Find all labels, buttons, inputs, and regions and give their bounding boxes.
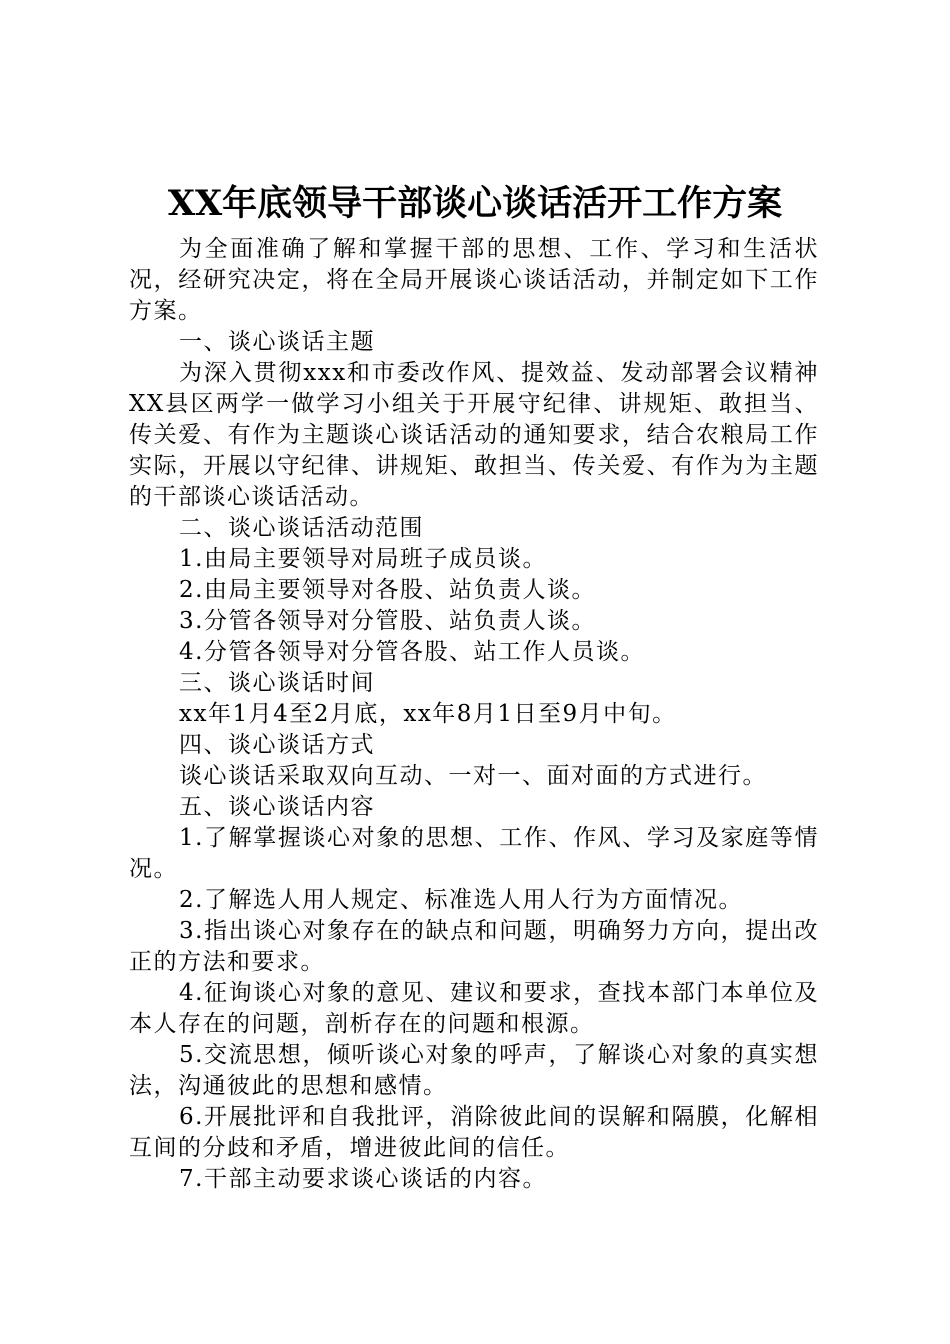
section-heading-method: 四、谈心谈话方式 [179, 732, 375, 758]
scope-item-3: 3.分管各领导对分管股、站负责人谈。 [179, 608, 596, 634]
content-item-6: 6.开展批评和自我批评，消除彼此间的误解和隔膜，化解相互间的分歧和矛盾，增进彼此间的信任。 [129, 1104, 819, 1161]
document-title: XX年底领导干部谈心谈话活开工作方案 [167, 183, 783, 224]
content-item-4: 4.征询谈心对象的意见、建议和要求，查找本部门本单位及本人存在的问题，剖析存在的问题和根源。 [129, 980, 819, 1037]
scope-item-4: 4.分管各领导对分管各股、站工作人员谈。 [179, 639, 645, 665]
content-item-5: 5.交流思想，倾听谈心对象的呼声，了解谈心对象的真实想法，沟通彼此的思想和感情。 [129, 1042, 819, 1099]
scope-item-2: 2.由局主要领导对各股、站负责人谈。 [179, 577, 596, 603]
scope-item-1: 1.由局主要领导对局班子成员谈。 [179, 546, 547, 572]
document-body [129, 234, 819, 1195]
section-heading-scope: 二、谈心谈话活动范围 [179, 515, 424, 541]
content-item-7: 7.干部主动要求谈心谈话的内容。 [179, 1166, 547, 1192]
time-paragraph: xx年1月4至2月底，xx年8月1日至9月中旬。 [179, 701, 677, 727]
section-heading-time: 三、谈心谈话时间 [179, 670, 375, 696]
method-paragraph: 谈心谈话采取双向互动、一对一、面对面的方式进行。 [179, 763, 767, 789]
content-item-3: 3.指出谈心对象存在的缺点和问题，明确努力方向，提出改正的方法和要求。 [129, 918, 819, 975]
theme-paragraph: 为深入贯彻xxx和市委改作风、提效益、发动部署会议精神XX县区两学一做学习小组关于开展守纪律、讲规矩、敢担当、传关爱、有作为主题谈心谈话活动的通知要求，结合农粮局工作实际，开展以守纪律、讲规矩、敢担当、传关爱、有作为为主题的干部谈心谈话活动。 [129, 360, 819, 510]
section-heading-content: 五、谈心谈话内容 [179, 794, 375, 820]
content-item-2: 2.了解选人用人规定、标准选人用人行为方面情况。 [179, 887, 743, 913]
intro-paragraph: 为全面准确了解和掌握干部的思想、工作、学习和生活状况，经研究决定，将在全局开展谈心谈话活动，并制定如下工作方案。 [129, 236, 819, 324]
section-heading-theme: 一、谈心谈话主题 [179, 329, 375, 355]
content-item-1: 1.了解掌握谈心对象的思想、工作、作风、学习及家庭等情况。 [129, 825, 819, 882]
